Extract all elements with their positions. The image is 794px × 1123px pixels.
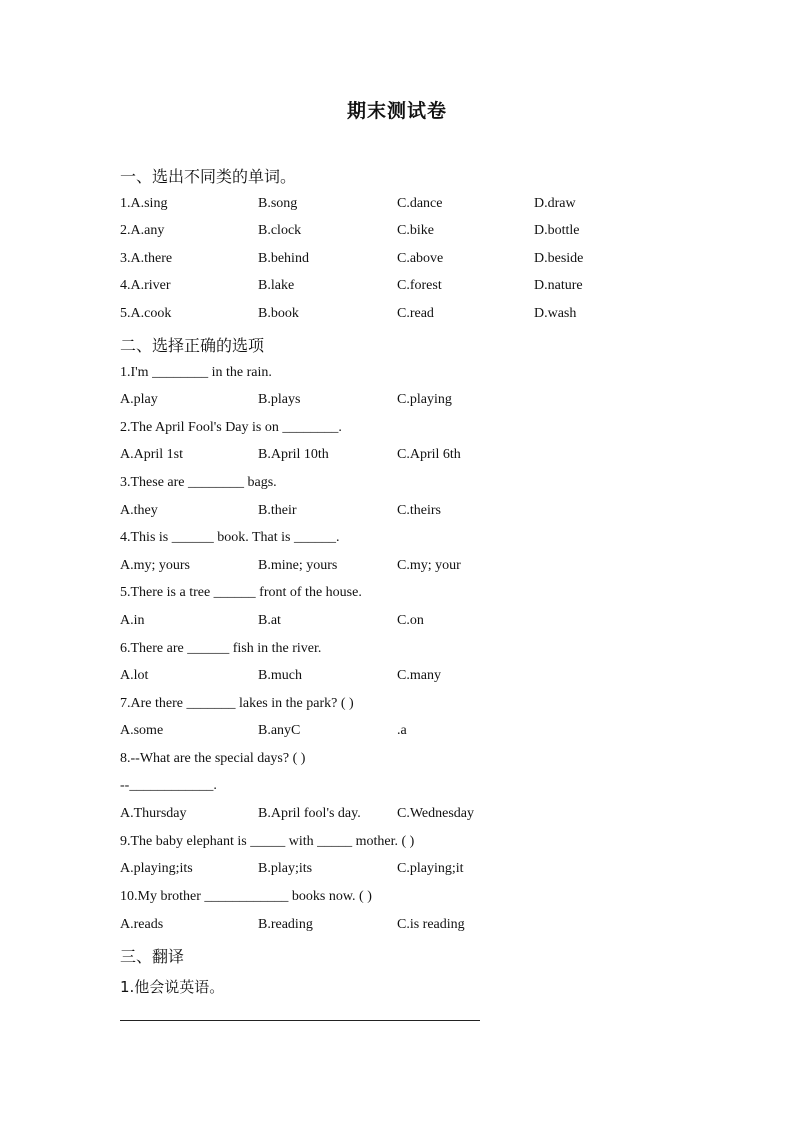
answer-option: C.my; your <box>397 558 461 573</box>
vocab-option: D.beside <box>534 251 584 266</box>
answer-option: A.playing;its <box>120 861 193 876</box>
options-row <box>120 503 680 527</box>
answer-option: B.April 10th <box>258 447 329 462</box>
answer-option: A.April 1st <box>120 447 183 462</box>
answer-option: A.they <box>120 503 158 518</box>
answer-option: C.many <box>397 668 441 683</box>
vocab-option: 5.A.cook <box>120 306 172 321</box>
options-row <box>120 392 680 416</box>
question-text: 9.The baby elephant is _____ with _____ mother. ( ) <box>120 834 415 849</box>
answer-blank-text: --____________. <box>120 778 217 793</box>
vocab-option: D.nature <box>534 278 583 293</box>
answer-option: C.Wednesday <box>397 806 475 821</box>
answer-option: B.reading <box>258 917 313 932</box>
answer-option: B.at <box>258 613 281 628</box>
vocab-option: B.song <box>258 196 298 211</box>
options-row <box>120 447 680 471</box>
options-row <box>120 861 680 885</box>
vocab-row <box>120 223 680 247</box>
vocab-option: 1.A.sing <box>120 196 168 211</box>
vocab-row <box>120 306 680 330</box>
section2-heading: 二、选择正确的选项 <box>120 336 265 355</box>
vocab-option: B.book <box>258 306 299 321</box>
vocab-option: C.dance <box>397 196 443 211</box>
answer-option: C.April 6th <box>397 447 461 462</box>
vocab-option: C.forest <box>397 278 442 293</box>
answer-option: A.Thursday <box>120 806 187 821</box>
vocab-row <box>120 278 680 302</box>
answer-option: C.on <box>397 613 424 628</box>
vocab-option: 2.A.any <box>120 223 165 238</box>
question-text: 8.--What are the special days? ( ) <box>120 751 306 766</box>
answer-option: B.plays <box>258 392 301 407</box>
vocab-option: C.above <box>397 251 444 266</box>
question-text: 4.This is ______ book. That is ______. <box>120 530 340 545</box>
vocab-option: B.clock <box>258 223 302 238</box>
answer-option: B.April fool's day. <box>258 806 361 821</box>
options-row <box>120 613 680 637</box>
vocab-option: D.draw <box>534 196 576 211</box>
page-title: 期末测试卷 <box>346 101 447 122</box>
answer-option: B.anyC <box>258 723 301 738</box>
vocab-option: D.wash <box>534 306 577 321</box>
question-text: 1.I'm ________ in the rain. <box>120 365 272 380</box>
answer-option: A.some <box>120 723 164 738</box>
answer-option: C.is reading <box>397 917 465 932</box>
answer-option: A.in <box>120 613 145 628</box>
question-text: 2.The April Fool's Day is on ________. <box>120 420 342 435</box>
vocab-row <box>120 196 680 220</box>
answer-option: B.play;its <box>258 861 313 876</box>
answer-option: C.playing;it <box>397 861 464 876</box>
question-text: 7.Are there _______ lakes in the park? ( ) <box>120 696 354 711</box>
options-row <box>120 723 680 747</box>
section1-heading: 一、选出不同类的单词。 <box>120 167 297 186</box>
options-row <box>120 917 680 941</box>
vocab-option: B.behind <box>258 251 309 266</box>
options-row <box>120 558 680 582</box>
answer-option: A.play <box>120 392 158 407</box>
vocab-option: C.bike <box>397 223 434 238</box>
answer-option: B.their <box>258 503 297 518</box>
question-text: 5.There is a tree ______ front of the house. <box>120 585 362 600</box>
vocab-option: D.bottle <box>534 223 580 238</box>
options-row <box>120 806 680 830</box>
question-text: 6.There are ______ fish in the river. <box>120 641 322 656</box>
vocab-option: 4.A.river <box>120 278 171 293</box>
question-text: 10.My brother ____________ books now. ( ) <box>120 889 372 904</box>
vocab-row <box>120 251 680 275</box>
answer-option: C.playing <box>397 392 452 407</box>
vocab-option: 3.A.there <box>120 251 173 266</box>
answer-option: A.reads <box>120 917 164 932</box>
answer-option: B.mine; yours <box>258 558 338 573</box>
vocab-option: B.lake <box>258 278 295 293</box>
answer-option: A.lot <box>120 668 149 683</box>
answer-line[interactable] <box>120 1020 480 1021</box>
section3-heading: 三、翻译 <box>120 947 185 966</box>
vocab-option: C.read <box>397 306 434 321</box>
question-text: 3.These are ________ bags. <box>120 475 277 490</box>
answer-option: C.theirs <box>397 503 441 518</box>
translation-question: 1.他会说英语。 <box>120 978 225 996</box>
answer-option: B.much <box>258 668 302 683</box>
answer-option: .a <box>397 723 407 738</box>
answer-option: A.my; yours <box>120 558 190 573</box>
options-row <box>120 668 680 692</box>
